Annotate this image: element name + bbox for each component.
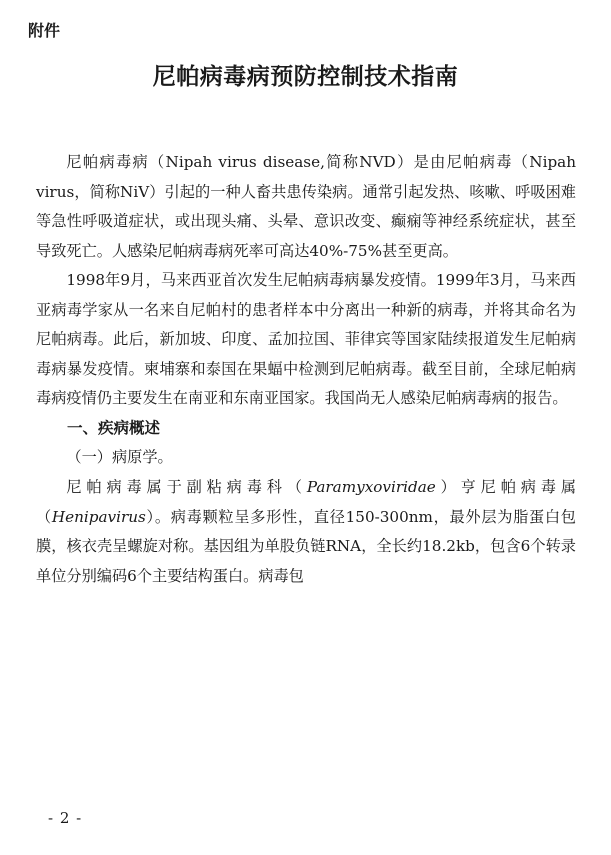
intro-paragraph-1: 尼帕病毒病（Nipah virus disease,简称NVD）是由尼帕病毒（Nipah virus，简称NiV）引起的一种人畜共患传染病。通常引起发热、咳嗽、呼吸困难等急性呼吸道症状，或出现头痛、头晕、意识改变、癫痫等神经系统症状，甚至导致死亡。人感染尼帕病毒病死率可高达40%-75%甚至更高。 <box>36 153 576 260</box>
etiology-text-3: ）。病毒颗粒呈多形性，直径150-300nm，最外层为脂蛋白包膜，核衣壳呈螺旋对称。基因组为单股负链RNA，全长约18.2kb，包含6个转录单位分别编码6个主要结构蛋白。病毒包 <box>36 507 576 585</box>
intro-paragraph-2: 1998年9月，马来西亚首次发生尼帕病毒病暴发疫情。1999年3月，马来西亚病毒学家从一名来自尼帕村的患者样本中分离出一种新的病毒，并将其命名为尼帕病毒。此后，新加坡、印度、孟加拉国、菲律宾等国家陆续报道发生尼帕病毒病暴发疫情。柬埔寨和泰国在果蝠中检测到尼帕病毒。截至目前，全球尼帕病毒病疫情仍主要发生在南亚和东南亚国家。我国尚无人感染尼帕病毒病的报告。 <box>36 271 576 408</box>
family-latin-name: Paramyxoviridae <box>306 478 436 497</box>
etiology-paragraph <box>36 473 576 591</box>
attachment-label: 附件 <box>28 21 61 40</box>
section-heading: 一、疾病概述 <box>67 418 161 437</box>
page-number: - 2 - <box>48 809 83 827</box>
document-body <box>36 148 576 591</box>
document-title: 尼帕病毒病预防控制技术指南 <box>152 64 459 90</box>
etiology-text-2: ）亨尼帕病毒属（ <box>36 478 577 526</box>
etiology-text-1: 尼帕病毒属于副粘病毒科（ <box>66 478 307 497</box>
subsection-heading: （一）病原学。 <box>66 448 173 467</box>
genus-latin-name: Henipavirus <box>51 507 146 526</box>
